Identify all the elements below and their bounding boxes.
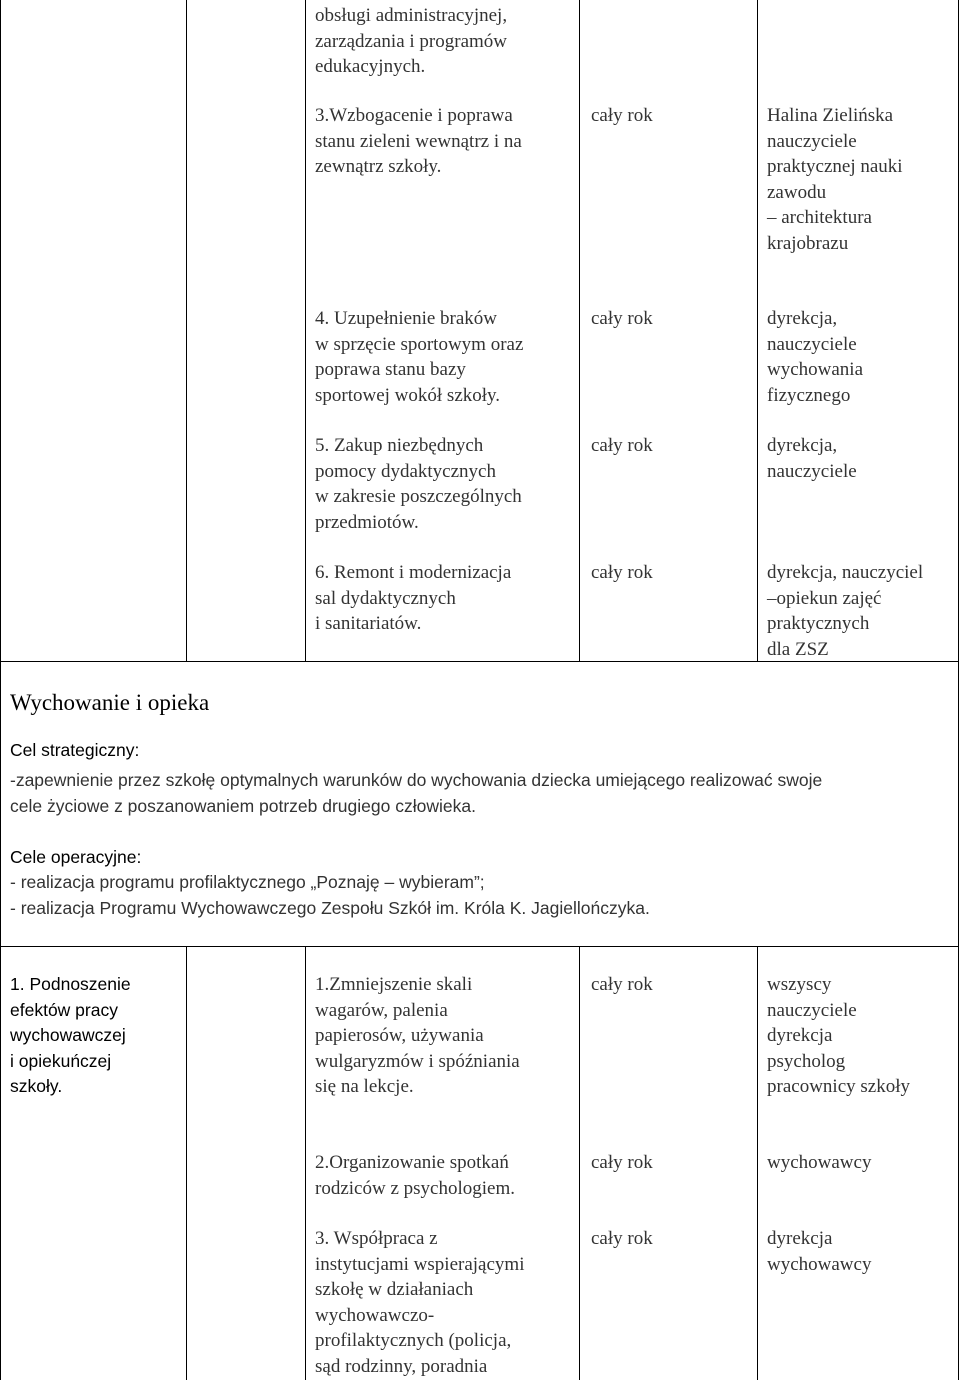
table2-col-divider-2 [305,946,306,1380]
table1-col-divider-2 [305,0,306,662]
operational-goals-list: - realizacja programu profilaktycznego „Poznaję – wybieram”; - realizacja Programu Wychowawczego Zespołu Szkół im. Króla K. Jagiellończyka. [10,872,650,918]
t1-row2-responsible: Halina Zielińska nauczyciele praktycznej nauki zawodu – architektura krajobrazu [767,105,903,254]
strategic-goal-text: -zapewnienie przez szkołę optymalnych warunków do wychowania dziecka umiejącego realizować swoje cele życiowe z poszanowaniem potrzeb drugiego człowieka. [10,770,823,816]
t1-row3-task: 4. Uzupełnienie braków w sprzęcie sportowym oraz poprawa stanu bazy sportowej wokół szkoły. [315,308,524,406]
table2-col-divider-1 [186,946,187,1380]
table1-right-border [958,0,959,662]
t2-row1-task: 1.Zmniejszenie skali wagarów, palenia papierosów, używania wulgaryzmów i spóźniania się na lekcje. [315,974,520,1097]
table1-col-divider-4 [757,0,758,662]
t2-row3-responsible: dyrekcja wychowawcy [767,1228,872,1275]
t2-row2-task: 2.Organizowanie spotkań rodziców z psychologiem. [315,1152,515,1199]
t1-row5-task: 6. Remont i modernizacja sal dydaktycznych i sanitariatów. [315,562,512,634]
t1-row3-term: cały rok [591,308,653,329]
t1-row2-task: 3.Wzbogacenie i poprawa stanu zieleni wewnątrz i na zewnątrz szkoły. [315,105,522,177]
t2-row2-responsible: wychowawcy [767,1152,872,1173]
t1-row4-task: 5. Zakup niezbędnych pomocy dydaktycznych w zakresie poszczególnych przedmiotów. [315,435,522,533]
table1-col-divider-3 [579,0,580,662]
t1-row4-responsible: dyrekcja, nauczyciele [767,435,857,482]
t1-row5-term: cały rok [591,562,653,583]
section-bottom-border [0,946,959,947]
t1-row5-responsible: dyrekcja, nauczyciel –opiekun zajęć praktycznych dla ZSZ [767,562,924,660]
t2-area: 1. Podnoszenie efektów pracy wychowawczej i opiekuńczej szkoły. [10,974,131,1096]
table2-right-border [958,946,959,1380]
t2-row1-term: cały rok [591,974,653,995]
operational-goals-label: Cele operacyjne: [10,847,142,867]
t2-row2-term: cały rok [591,1152,653,1173]
table2-col-divider-4 [757,946,758,1380]
t2-row1-responsible: wszyscy nauczyciele dyrekcja psycholog pracownicy szkoły [767,974,910,1097]
section-right-border [958,661,959,947]
t1-row3-responsible: dyrekcja, nauczyciele wychowania fizycznego [767,308,864,406]
table1-col-divider-1 [186,0,187,662]
table1-left-border [0,0,1,662]
section-title: Wychowanie i opieka [10,690,210,715]
t2-row3-term: cały rok [591,1228,653,1249]
strategic-goal-label: Cel strategiczny: [10,740,140,760]
table2-col-divider-3 [579,946,580,1380]
t1-row4-term: cały rok [591,435,653,456]
t1-row2-term: cały rok [591,105,653,126]
t2-row3-task: 3. Współpraca z instytucjami wspierającymi szkołę w działaniach wychowawczo- profilaktycznych (policja, sąd rodzinny, poradnia [315,1228,525,1377]
t1-row1-task: obsługi administracyjnej, zarządzania i programów edukacyjnych. [315,5,508,77]
table2-left-border [0,946,1,1380]
section-left-border [0,661,1,947]
